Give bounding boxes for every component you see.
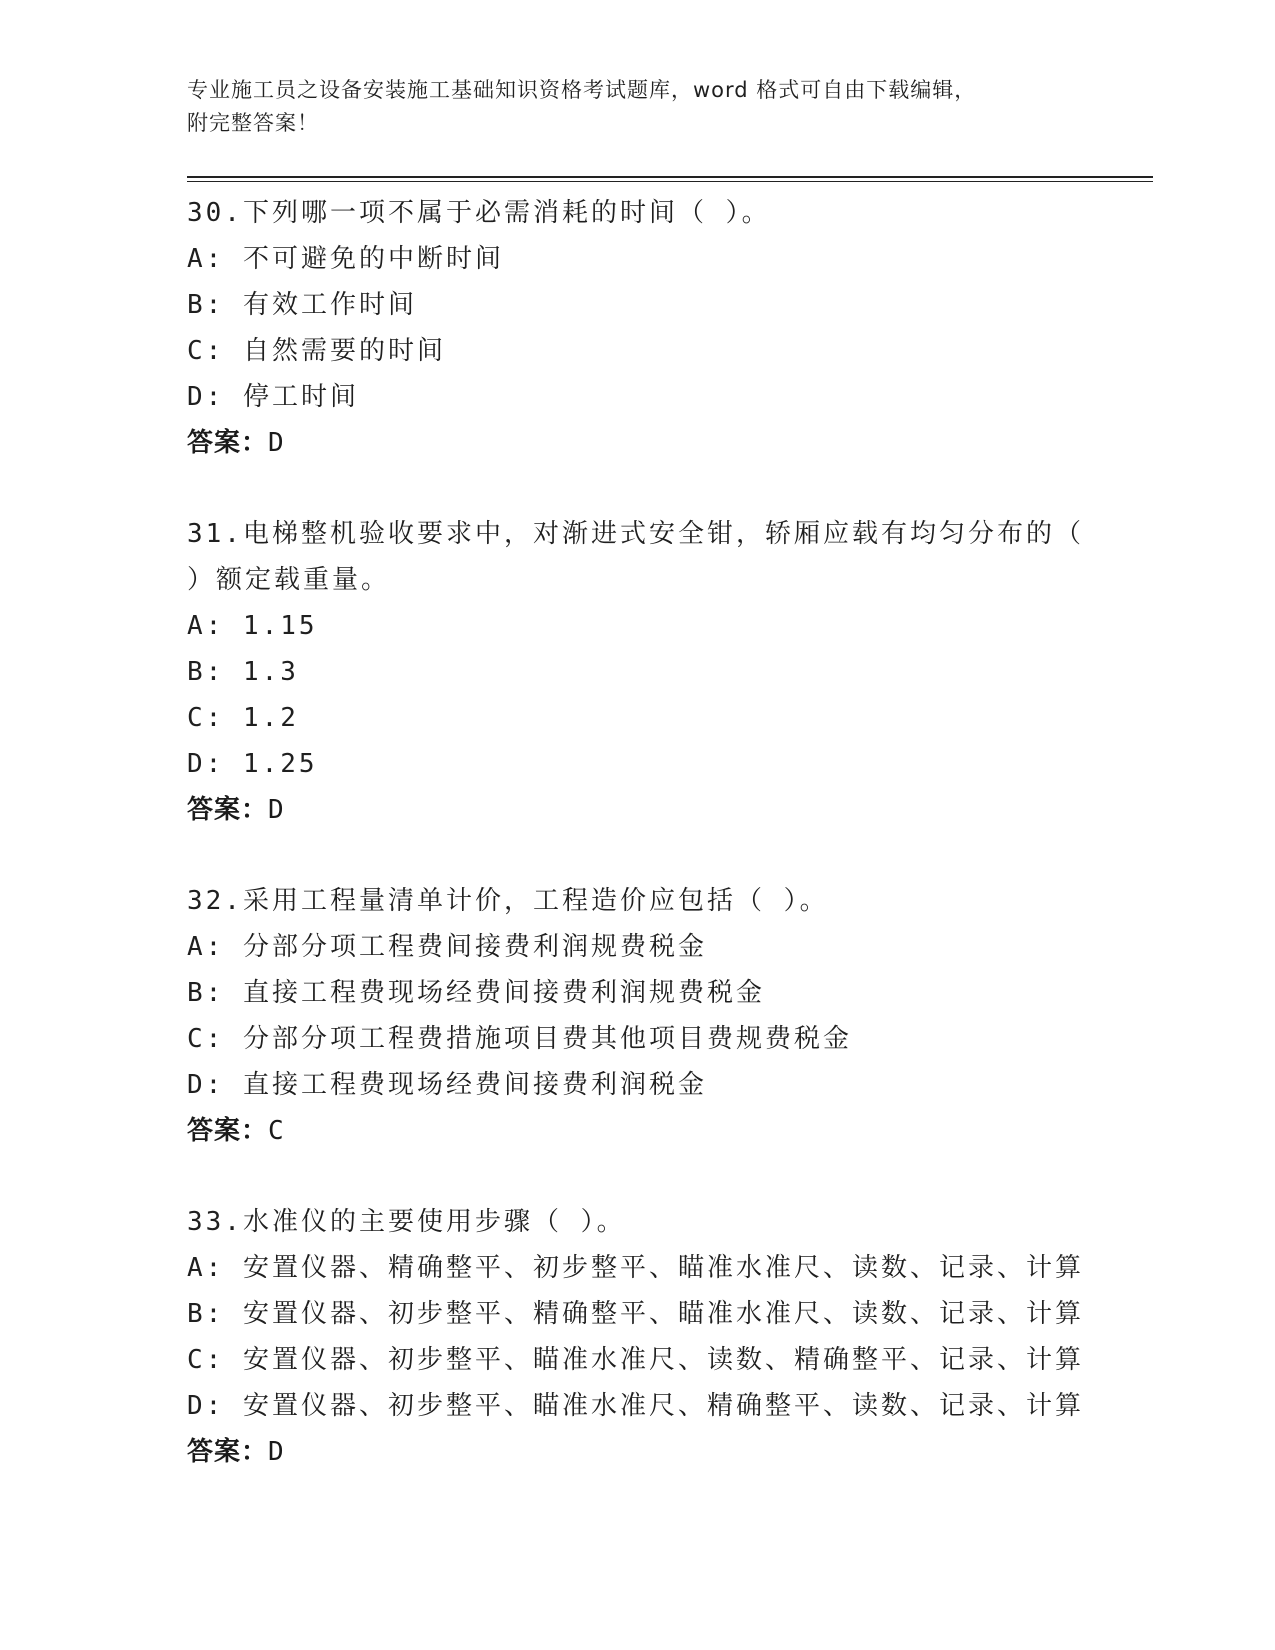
option-b: B: 有效工作时间 bbox=[187, 290, 417, 320]
question-stem-continued: ）额定载重量。 bbox=[187, 565, 391, 595]
option-a: A: 安置仪器、精确整平、初步整平、瞄准水准尺、读数、记录、计算 bbox=[187, 1253, 1084, 1283]
answer-label: 答案： bbox=[187, 795, 269, 825]
option-c: C: 安置仪器、初步整平、瞄准水准尺、读数、精确整平、记录、计算 bbox=[187, 1345, 1084, 1375]
question-stem: 30.下列哪一项不属于必需消耗的时间（ ）。 bbox=[187, 198, 771, 228]
answer-label: 答案： bbox=[187, 1437, 269, 1467]
answer-line bbox=[187, 1108, 1153, 1154]
option-d: D: 停工时间 bbox=[187, 382, 359, 412]
question-stem: 32.采用工程量清单计价，工程造价应包括（ ）。 bbox=[187, 886, 829, 916]
header-divider-thick bbox=[187, 176, 1153, 178]
answer-value: D bbox=[268, 1437, 285, 1467]
option-b: B: 安置仪器、初步整平、精确整平、瞄准水准尺、读数、记录、计算 bbox=[187, 1299, 1084, 1329]
answer-value: C bbox=[268, 1116, 285, 1146]
option-d: D: 1.25 bbox=[187, 749, 318, 779]
question-list bbox=[187, 190, 1153, 1475]
option-c: C: 1.2 bbox=[187, 703, 299, 733]
option-d: D: 直接工程费现场经费间接费利润税金 bbox=[187, 1070, 707, 1100]
answer-label: 答案： bbox=[187, 1116, 269, 1146]
question-spacer bbox=[187, 466, 1153, 511]
option-c: C: 自然需要的时间 bbox=[187, 336, 446, 366]
question-stem: 31.电梯整机验收要求中，对渐进式安全钳，轿厢应载有均匀分布的（ bbox=[187, 519, 1084, 549]
question-33 bbox=[187, 1199, 1153, 1475]
question-spacer bbox=[187, 833, 1153, 878]
option-b: B: 1.3 bbox=[187, 657, 299, 687]
answer-line bbox=[187, 420, 1153, 466]
option-c: C: 分部分项工程费措施项目费其他项目费规费税金 bbox=[187, 1024, 852, 1054]
question-spacer bbox=[187, 1154, 1153, 1199]
option-a: A: 分部分项工程费间接费利润规费税金 bbox=[187, 932, 707, 962]
answer-line bbox=[187, 1429, 1153, 1475]
option-a: A: 1.15 bbox=[187, 611, 318, 641]
header-line-2: 附完整答案！ bbox=[187, 111, 319, 135]
answer-line bbox=[187, 787, 1153, 833]
question-stem: 33.水准仪的主要使用步骤（ ）。 bbox=[187, 1207, 626, 1237]
question-32 bbox=[187, 878, 1153, 1154]
answer-label: 答案： bbox=[187, 428, 269, 458]
header-line-1: 专业施工员之设备安装施工基础知识资格考试题库，word 格式可自由下载编辑， bbox=[187, 78, 977, 102]
option-d: D: 安置仪器、初步整平、瞄准水准尺、精确整平、读数、记录、计算 bbox=[187, 1391, 1084, 1421]
question-30 bbox=[187, 190, 1153, 466]
document-header bbox=[187, 74, 1087, 140]
answer-value: D bbox=[268, 795, 285, 825]
answer-value: D bbox=[268, 428, 285, 458]
question-31 bbox=[187, 511, 1153, 833]
header-divider-thin bbox=[187, 181, 1153, 182]
option-a: A: 不可避免的中断时间 bbox=[187, 244, 504, 274]
option-b: B: 直接工程费现场经费间接费利润规费税金 bbox=[187, 978, 765, 1008]
